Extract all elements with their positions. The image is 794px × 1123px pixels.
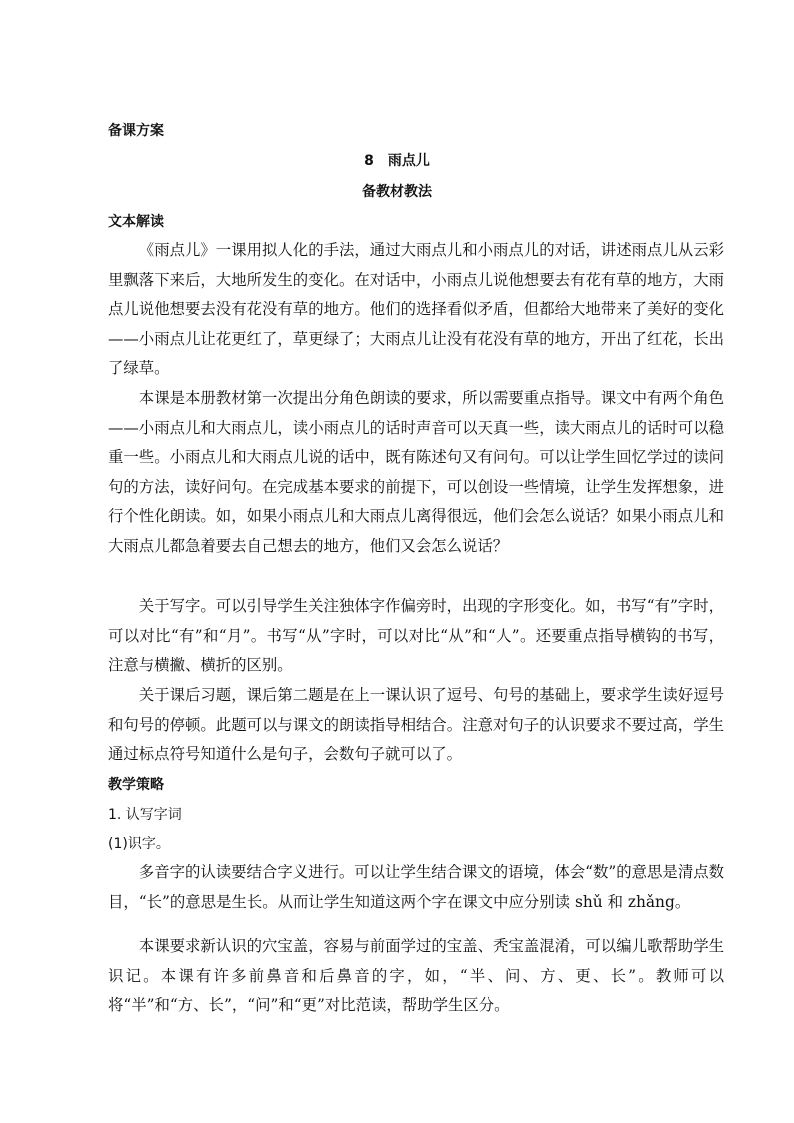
lesson-title: 8 雨点儿 [364,153,430,169]
strategy-paragraph-2: 本课要求新认识的穴宝盖，容易与前面学过的宝盖、秃宝盖混淆，可以编儿歌帮助学生识记。本课有许多前鼻音和后鼻音的字，如，“半、问、方、更、长”。教师可以将“半”和“方、长”，“问”和“更”对比范读，帮助学生区分。 [108,937,724,1015]
doc-label: 备课方案 [108,123,164,139]
text-analysis-paragraph-1: 《雨点儿》一课用拟人化的手法，通过大雨点儿和小雨点儿的对话，讲述雨点儿从云彩里飘落下来后，大地所发生的变化。在对话中，小雨点儿说他想要去有花有草的地方，大雨点儿说他想要去没有花没有草的地方。他们的选择看似矛盾，但都给大地带来了美好的变化——小雨点儿让花更红了，草更绿了；大雨点儿让没有花没有草的地方，开出了红花，长出了绿草。 [108,241,724,378]
strategy-paragraph-1: 多音字的认读要结合字义进行。可以让学生结合课文的语境，体会“数”的意思是清点数目，“长”的意思是生长。从而让学生知道这两个字在课文中应分别读 shǔ 和 zhǎng。 [108,863,724,911]
text-analysis-paragraph-2: 本课是本册教材第一次提出分角色朗读的要求，所以需要重点指导。课文中有两个角色——小雨点儿和大雨点儿，读小雨点儿的话时声音可以天真一些，读大雨点儿的话时可以稳重一些。小雨点儿和大雨点儿说的话中，既有陈述句又有问句。可以让学生回忆学过的读问句的方法，读好问句。在完成基本要求的前提下，可以创设一些情境，让学生发挥想象，进行个性化朗读。如，如果小雨点儿和大雨点儿离得很远，他们会怎么说话？如果小雨点儿和大雨点儿都急着要去自己想去的地方，他们又会怎么说话？ [108,389,724,555]
section-title: 备教材教法 [362,184,432,200]
strategy-item-1: 1. 认写字词 [108,807,182,823]
text-analysis-heading: 文本解读 [108,214,164,230]
text-analysis-paragraph-3: 关于写字。可以引导学生关注独体字作偏旁时，出现的字形变化。如，书写“有”字时，可以对比“有”和“月”。书写“从”字时，可以对比“从”和“人”。还要重点指导横钩的书写，注意与横撇、横折的区别。 [108,597,724,675]
strategy-sub-1: (1)识字。 [108,836,170,852]
text-analysis-paragraph-4: 关于课后习题，课后第二题是在上一课认识了逗号、句号的基础上，要求学生读好逗号和句号的停顿。此题可以与课文的朗读指导相结合。注意对句子的认识要求不要过高，学生通过标点符号知道什么是句子，会数句子就可以了。 [108,686,724,764]
strategy-heading: 教学策略 [108,777,164,793]
